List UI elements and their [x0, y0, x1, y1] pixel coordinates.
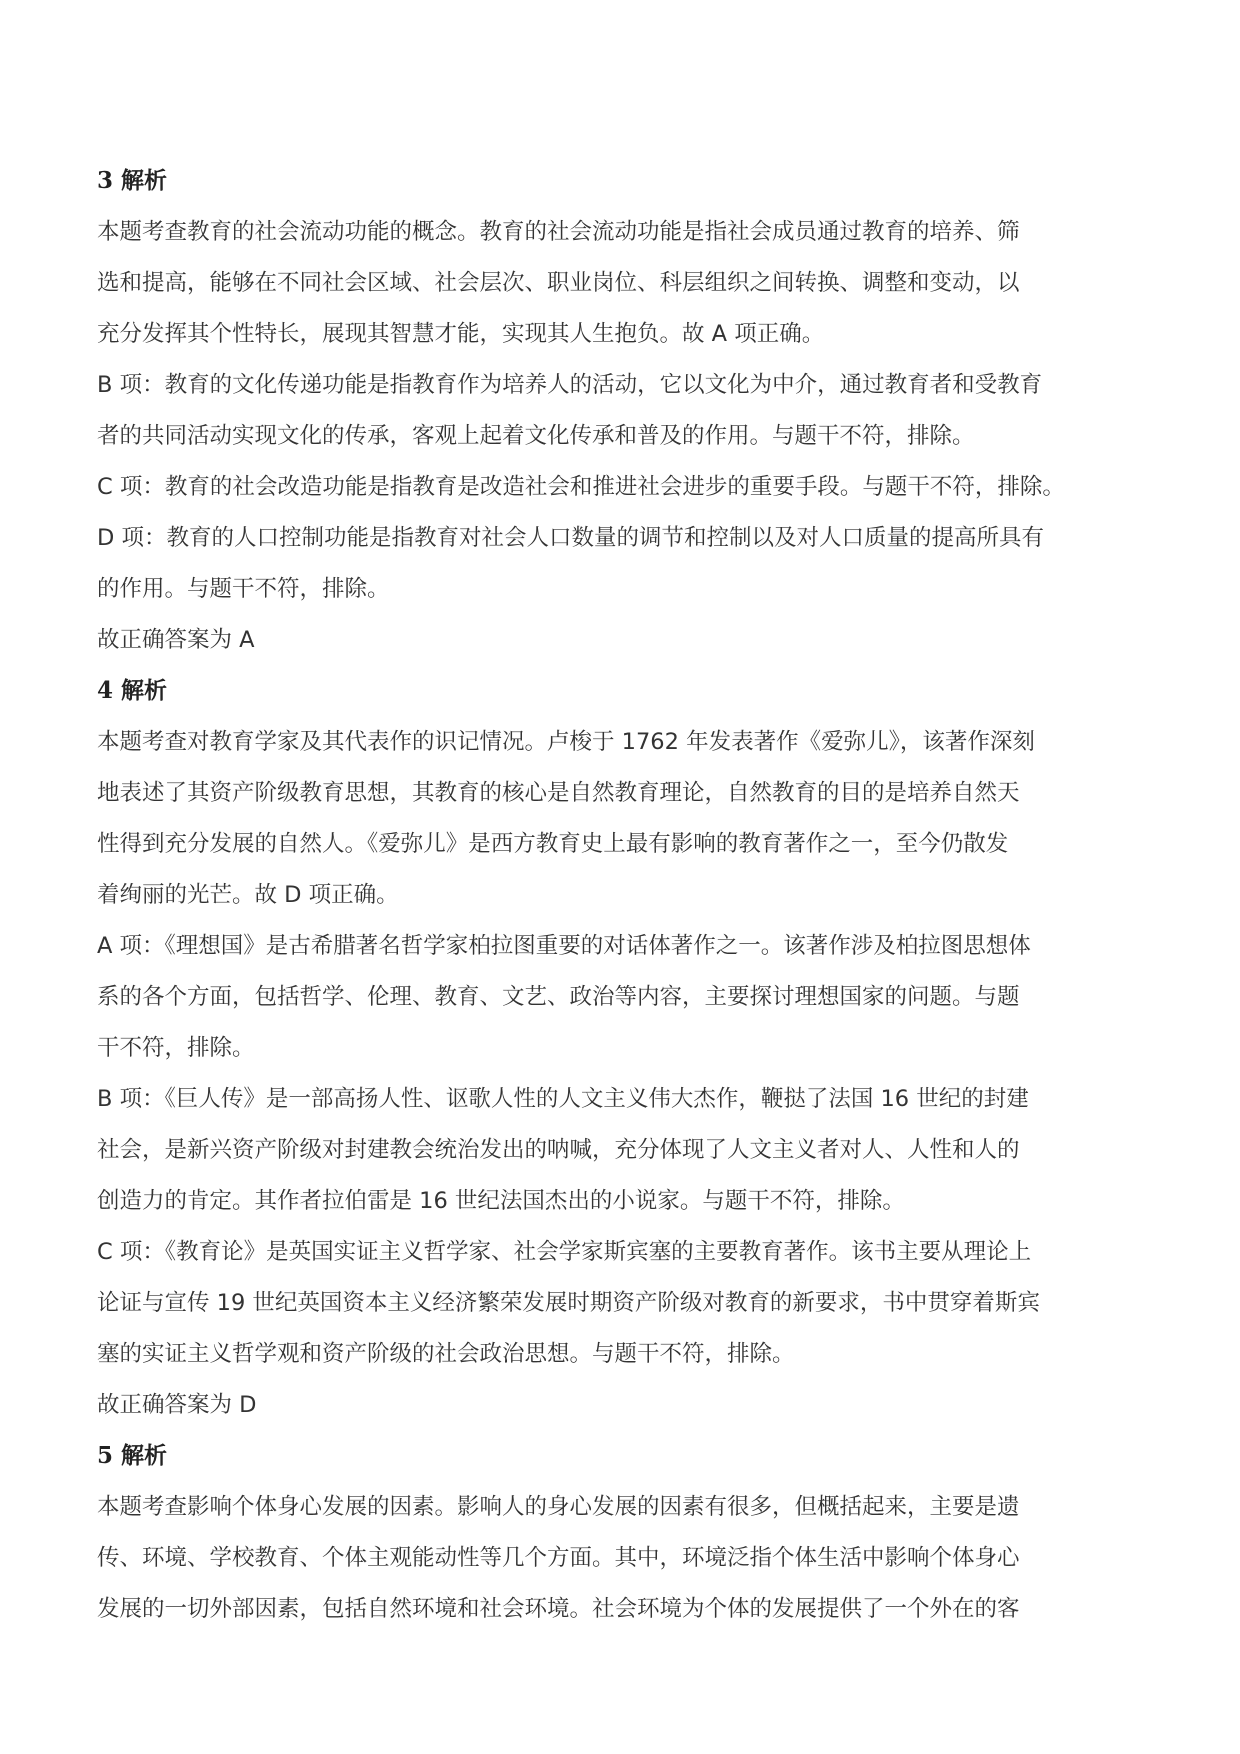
paragraph-line: 社会，是新兴资产阶级对封建教会统治发出的呐喊，充分体现了人文主义者对人、人性和人的: [97, 1137, 1020, 1163]
paragraph-line: 塞的实证主义哲学观和资产阶级的社会政治思想。与题干不符，排除。: [97, 1341, 795, 1367]
paragraph-line: 充分发挥其个性特长，展现其智慧才能，实现其人生抱负。故 A 项正确。: [97, 321, 825, 347]
paragraph-line: 选和提高，能够在不同社会区域、社会层次、职业岗位、科层组织之间转换、调整和变动，以: [97, 270, 1020, 296]
section-heading-4: 4 解析: [97, 677, 168, 704]
paragraph-line: 本题考查对教育学家及其代表作的识记情况。卢梭于 1762 年发表著作《爱弥儿》，该著作深刻: [97, 729, 1035, 755]
paragraph-line: C 项：《教育论》是英国实证主义哲学家、社会学家斯宾塞的主要教育著作。该书主要从理论上: [97, 1239, 1032, 1265]
answer-line: 故正确答案为 A: [97, 627, 255, 653]
paragraph-line: 创造力的肯定。其作者拉伯雷是 16 世纪法国杰出的小说家。与题干不符，排除。: [97, 1188, 905, 1214]
paragraph-line: 干不符，排除。: [97, 1035, 255, 1061]
paragraph-line: 发展的一切外部因素，包括自然环境和社会环境。社会环境为个体的发展提供了一个外在的客: [97, 1596, 1020, 1622]
paragraph-line: 传、环境、学校教育、个体主观能动性等几个方面。其中，环境泛指个体生活中影响个体身心: [97, 1545, 1020, 1571]
document-body: [97, 163, 1197, 1642]
paragraph-line: 者的共同活动实现文化的传承，客观上起着文化传承和普及的作用。与题干不符，排除。: [97, 423, 975, 449]
paragraph-line: 着绚丽的光芒。故 D 项正确。: [97, 882, 399, 908]
paragraph-line: B 项：教育的文化传递功能是指教育作为培养人的活动，它以文化为中介，通过教育者和受教育: [97, 372, 1043, 398]
paragraph-line: 论证与宣传 19 世纪英国资本主义经济繁荣发展时期资产阶级对教育的新要求，书中贯穿着斯宾: [97, 1290, 1040, 1316]
paragraph-line: A 项：《理想国》是古希腊著名哲学家柏拉图重要的对话体著作之一。该著作涉及柏拉图思想体: [97, 933, 1031, 959]
paragraph-line: 系的各个方面，包括哲学、伦理、教育、文艺、政治等内容，主要探讨理想国家的问题。与题: [97, 984, 1020, 1010]
paragraph-line: 本题考查教育的社会流动功能的概念。教育的社会流动功能是指社会成员通过教育的培养、筛: [97, 219, 1020, 245]
answer-line: 故正确答案为 D: [97, 1392, 257, 1418]
paragraph-line: B 项：《巨人传》是一部高扬人性、讴歌人性的人文主义伟大杰作，鞭挞了法国 16 世纪的封建: [97, 1086, 1029, 1112]
section-heading-5: 5 解析: [97, 1442, 168, 1469]
paragraph-line: C 项：教育的社会改造功能是指教育是改造社会和推进社会进步的重要手段。与题干不符，排除。: [97, 474, 1065, 500]
section-heading-3: 3 解析: [97, 167, 168, 194]
paragraph-line: D 项：教育的人口控制功能是指教育对社会人口数量的调节和控制以及对人口质量的提高所具有: [97, 525, 1044, 551]
paragraph-line: 本题考查影响个体身心发展的因素。影响人的身心发展的因素有很多，但概括起来，主要是遗: [97, 1494, 1020, 1520]
paragraph-line: 性得到充分发展的自然人。《爱弥儿》是西方教育史上最有影响的教育著作之一，至今仍散发: [97, 831, 1009, 857]
paragraph-line: 地表述了其资产阶级教育思想，其教育的核心是自然教育理论，自然教育的目的是培养自然天: [97, 780, 1020, 806]
paragraph-line: 的作用。与题干不符，排除。: [97, 576, 390, 602]
